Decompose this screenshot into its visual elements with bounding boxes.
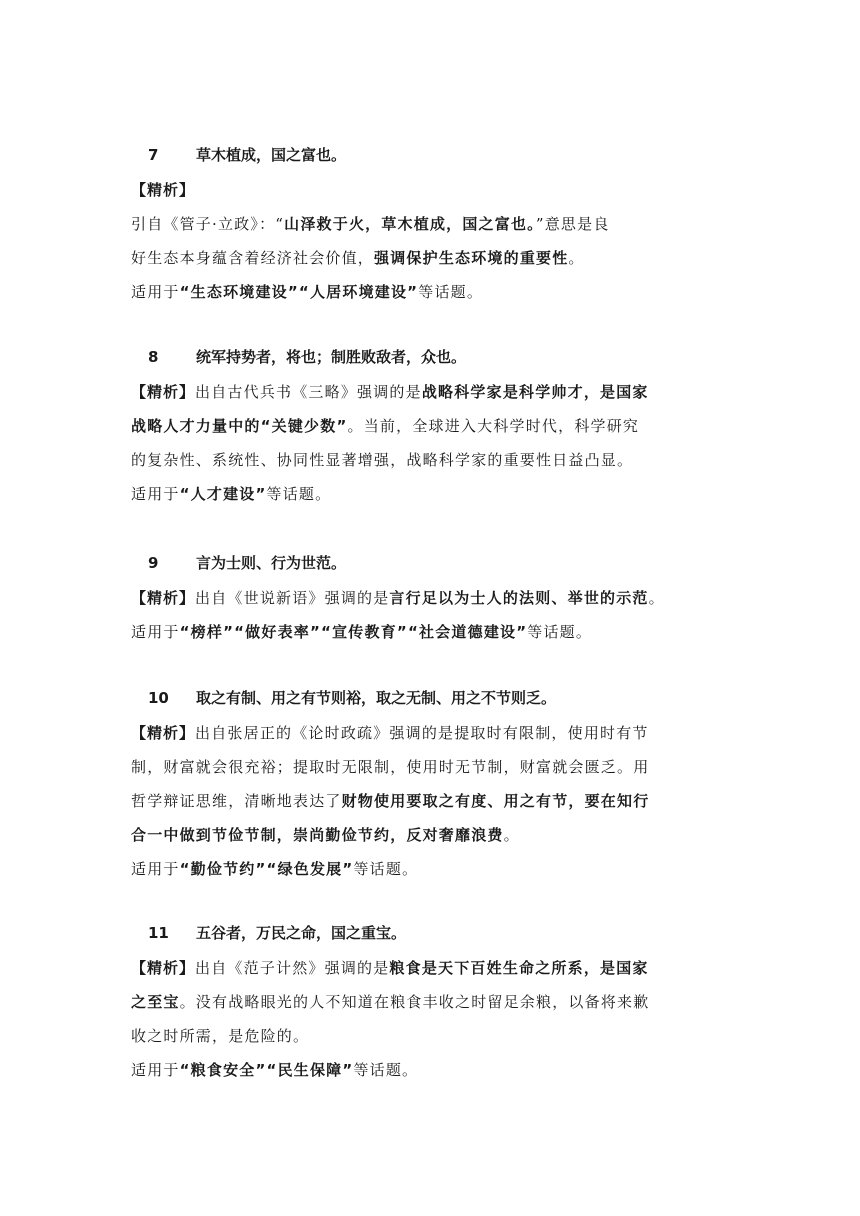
analysis-tag: 【精析】 <box>131 959 196 977</box>
entry-title: 言为士则、行为世范。 <box>196 554 347 572</box>
entry-heading <box>131 918 731 948</box>
key-point: 之至宝 <box>131 993 180 1011</box>
entry-number: 11 <box>148 924 169 942</box>
analysis-tag: 【精析】 <box>131 724 196 742</box>
analysis-block: 【精析】出自张居正的《论时政疏》强调的是提取时有限制，使用时有节 制，财富就会很充裕；提取时无限制，使用时无节制，财富就会匮乏。用 哲学辩证思维，清晰地表达了财物使用要取之有度、用之有节，要在知行 合一中做到节俭节制，崇尚勤俭节约，反对奢靡浪费。 适用于“勤俭节约”“绿色发展”等话题。 <box>131 716 731 886</box>
entry-heading <box>131 342 731 372</box>
key-point: 战略科学家是科学帅才，是国家 <box>421 383 649 401</box>
key-point: 战略人才力量中的“关键少数” <box>131 417 348 435</box>
entry-number: 7 <box>148 146 159 164</box>
key-point: 合一中做到节俭节制，崇尚勤俭节约，反对奢靡浪费 <box>131 826 504 844</box>
analysis-block: 【精析】出自《世说新语》强调的是言行足以为士人的法则、举世的示范。 适用于“榜样”“做好表率”“宣传教育”“社会道德建设”等话题。 <box>131 581 731 649</box>
entry-heading <box>131 548 731 578</box>
entry-7 <box>131 140 731 309</box>
entry-number: 10 <box>148 689 169 707</box>
entry-heading <box>131 683 731 713</box>
entry-title: 取之有制、用之有节则裕，取之无制、用之不节则乏。 <box>196 689 557 707</box>
entry-10 <box>131 683 731 886</box>
applicable-topics: 适用于“勤俭节约”“绿色发展”等话题。 <box>131 860 419 878</box>
analysis-block: 【精析】出自《范子计然》强调的是粮食是天下百姓生命之所系，是国家 之至宝。没有战略眼光的人不知道在粮食丰收之时留足余粮，以备将来歉 收之时所需，是危险的。 适用于“粮食安全”“民生保障”等话题。 <box>131 951 731 1087</box>
entry-8 <box>131 342 731 511</box>
applicable-topics: 适用于“榜样”“做好表率”“宣传教育”“社会道德建设”等话题。 <box>131 623 593 641</box>
applicable-topics: 适用于“人才建设”等话题。 <box>131 485 332 503</box>
analysis-block: 【精析】出自古代兵书《三略》强调的是战略科学家是科学帅才，是国家 战略人才力量中的“关键少数”。当前，全球进入大科学时代，科学研究 的复杂性、系统性、协同性显著增强，战略科学家的重要性日益凸显。 适用于“人才建设”等话题。 <box>131 375 731 511</box>
key-point: 粮食是天下百姓生命之所系，是国家 <box>389 959 649 977</box>
analysis-block: 【精析】 引自《管子·立政》：“山泽救于火，草木植成，国之富也。”意思是良 好生态本身蕴含着经济社会价值，强调保护生态环境的重要性。 适用于“生态环境建设”“人居环境建设”等话题。 <box>131 173 731 309</box>
entry-11 <box>131 918 731 1087</box>
entry-heading <box>131 140 731 170</box>
analysis-tag: 【精析】 <box>131 181 196 199</box>
entry-title: 草木植成，国之富也。 <box>196 146 347 164</box>
entry-number: 9 <box>148 554 159 572</box>
entry-9 <box>131 548 731 649</box>
key-point: 财物使用要取之有度、用之有节，要在知行 <box>341 792 650 810</box>
applicable-topics: 适用于“生态环境建设”“人居环境建设”等话题。 <box>131 283 484 301</box>
key-point: 言行足以为士人的法则、举世的示范 <box>389 589 649 607</box>
entry-title: 五谷者，万民之命，国之重宝。 <box>196 924 407 942</box>
entry-title: 统军持势者，将也；制胜败敌者，众也。 <box>196 348 467 366</box>
applicable-topics: 适用于“粮食安全”“民生保障”等话题。 <box>131 1061 419 1079</box>
key-point: 强调保护生态环境的重要性 <box>374 249 569 267</box>
quote-text: 山泽救于火，草木植成，国之富也。 <box>284 215 536 233</box>
analysis-tag: 【精析】 <box>131 589 196 607</box>
entry-number: 8 <box>148 348 159 366</box>
analysis-tag: 【精析】 <box>131 383 196 401</box>
